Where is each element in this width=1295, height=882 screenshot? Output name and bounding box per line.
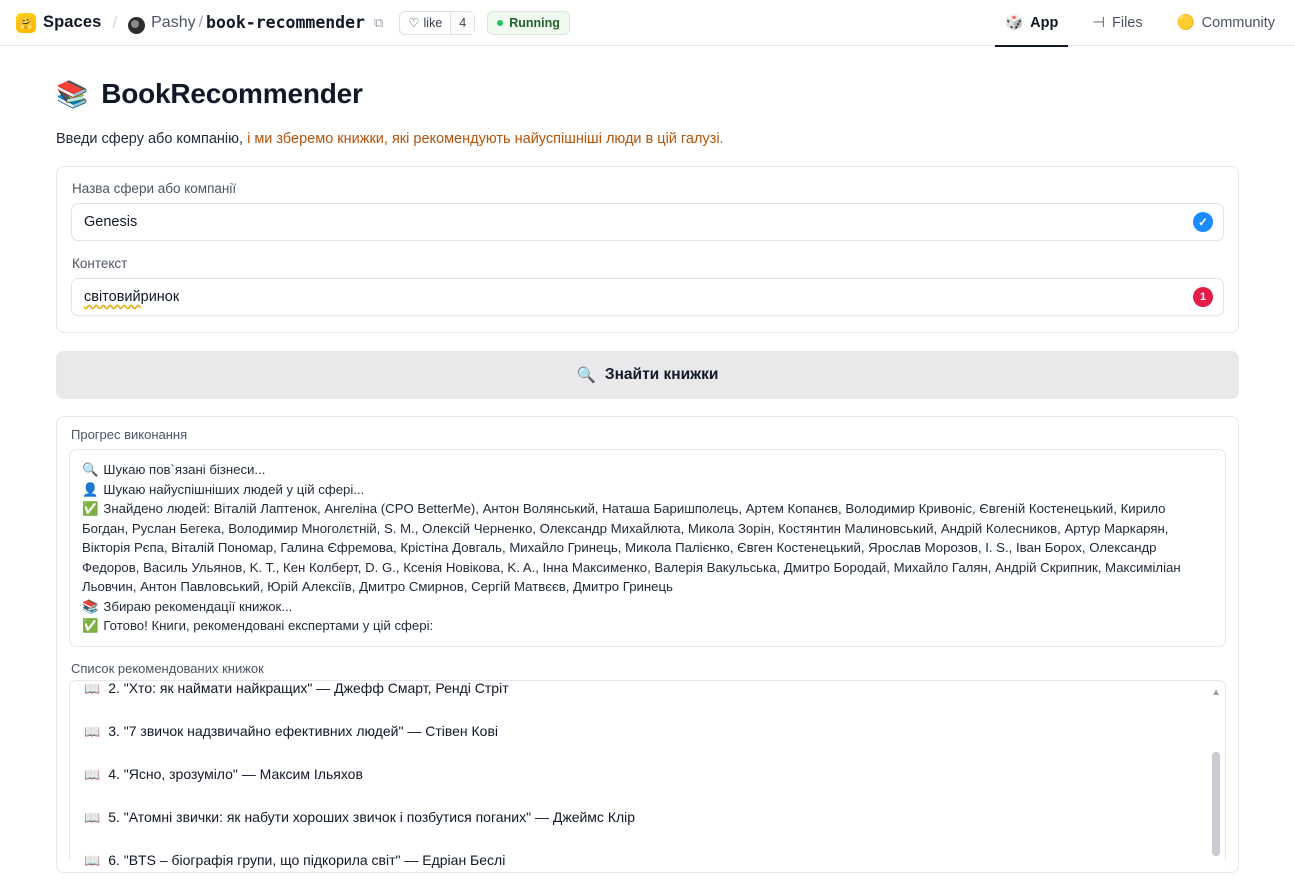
copy-icon[interactable]: ⧉ (374, 14, 384, 30)
breadcrumb-divider: / (112, 12, 118, 32)
context-input-value-misspelled: світовий (84, 289, 141, 305)
book-icon: 📖 (84, 852, 101, 868)
page-subtitle (56, 131, 1239, 147)
log-text: Готово! Книги, рекомендовані експертами у цій сфері: (103, 618, 434, 633)
log-text: Шукаю пов`язані бізнеси... (103, 462, 266, 477)
files-icon: ⊣ (1092, 14, 1105, 31)
heart-icon: ♡ (408, 16, 420, 30)
error-count-badge: 1 (1193, 287, 1213, 307)
recommended-books-list[interactable] (69, 679, 1226, 868)
domain-input-value: Genesis (84, 214, 138, 230)
scrollbar-thumb[interactable] (1212, 752, 1220, 856)
status-label: Running (509, 15, 560, 30)
page-title-text: BookRecommender (101, 78, 363, 109)
list-item-text: 2. "Хто: як наймати найкращих" — Джефф Смарт, Ренді Стріт (108, 679, 509, 696)
field-label-domain: Назва сфери або компанії (72, 181, 237, 196)
list-item (84, 710, 1211, 753)
log-text: Шукаю найуспішніших людей у цій сфері... (103, 481, 365, 497)
person-icon: 👤 (82, 481, 99, 497)
tab-files-label: Files (1111, 14, 1143, 31)
like-label-group[interactable] (400, 12, 450, 34)
community-icon: 🟡 (1176, 15, 1195, 31)
field-label-context: Контекст (72, 256, 128, 271)
huggingface-logo-icon: 🤗 (16, 13, 36, 33)
subtitle-plain: Введи сферу або компанію, (56, 131, 248, 147)
list-item-text: 5. "Атомні звички: як набути хороших звичок і позбутися поганих" — Джеймс Клір (108, 808, 636, 825)
log-line (82, 499, 1213, 597)
check-icon: ✅ (82, 501, 99, 516)
context-input-value-rest: ринок (140, 289, 180, 305)
progress-log (69, 449, 1226, 647)
tab-files[interactable] (1088, 0, 1146, 46)
tab-app[interactable] (1001, 0, 1062, 46)
domain-input[interactable] (71, 203, 1224, 241)
space-name[interactable]: book-recommender (206, 13, 365, 32)
owner-avatar (128, 17, 145, 34)
results-label: Список рекомендованих книжок (71, 660, 264, 676)
recommended-books-inner (70, 667, 1225, 882)
top-nav-tabs (1001, 0, 1279, 46)
owner-name[interactable]: Pashy (151, 13, 196, 31)
book-icon: 📖 (84, 809, 101, 825)
list-item-text: 4. "Ясно, зрозуміло" — Максим Ільяхов (108, 765, 363, 782)
log-line (82, 460, 1213, 480)
top-navigation-bar (0, 0, 1295, 46)
books-icon: 📚 (56, 78, 89, 109)
status-dot-icon (497, 20, 503, 26)
results-scrollbar[interactable] (1211, 685, 1222, 856)
log-line (82, 480, 1213, 500)
log-line (82, 597, 1213, 617)
book-icon: 📖 (84, 680, 101, 696)
progress-panel (56, 416, 1239, 873)
app-page (0, 46, 1295, 868)
log-text: Знайдено людей: Віталій Лаптенок, Ангеліна (CPO BetterMe), Антон Волянський, Наташа Баришполець, Артем Копанєв, Володимир Кривоніс, Євгеній Костенецький, Кирило Богдан, Руслан Бегека, Володимир Многолєтній, S. M., Олексій Черненко, Олександр Михайлюта, Микола Зорін, Костянтин Малиновський, Андрій Колесников, Артур Маркарян, Вікторія Рєпа, Віталій Пономар, Галина Єфремова, Крістіна Довгаль, Михайло Гринець, Микола Палієнко, Євген Костенецький, Ярослав Морозов, I. S., Іван Борох, Олександр Федоров, Василь Ульянов, K. T., Кен Колберт, D. G., Ксенія Новікова, K. A., Інна Максименко, Валерія Вакульська, Дмитро Бородай, Михайло Галян, Андрій Скрипник, Максиміліан Льовчин, Антон Павловський, Юрій Алексіїв, Дмитро Смирнов, Сергій Матвєєв, Дмитро Гринець (82, 501, 1181, 594)
search-icon: 🔍 (82, 462, 99, 477)
list-item (84, 753, 1211, 796)
book-icon: 📖 (84, 766, 101, 782)
list-item (84, 667, 1211, 710)
tab-community-label: Community (1201, 14, 1275, 31)
log-text: Збираю рекомендації книжок... (103, 598, 293, 614)
subtitle-accent: і ми зберемо книжки, які рекомендують найуспішніші люди в цій галузі. (247, 131, 724, 147)
list-item (84, 839, 1211, 882)
check-icon: ✓ (1193, 212, 1213, 232)
book-icon: 📖 (84, 723, 101, 739)
spaces-label[interactable]: Spaces (43, 13, 102, 31)
scroll-up-arrow-icon[interactable]: ▲ (1211, 686, 1221, 698)
search-icon: 🔍 (576, 366, 596, 384)
cube-icon: 🎲 (1005, 15, 1024, 31)
list-item-text: 6. "BTS – біографія групи, що підкорила світ" — Едріан Беслі (108, 851, 506, 868)
context-input[interactable] (71, 278, 1224, 316)
like-button[interactable] (399, 11, 475, 35)
tab-community[interactable] (1173, 0, 1279, 46)
progress-label: Прогрес виконання (71, 427, 188, 442)
tab-app-label: App (1030, 14, 1059, 31)
check-icon: ✅ (82, 618, 99, 633)
status-badge (487, 11, 570, 35)
input-form-card (56, 166, 1239, 333)
log-line (82, 616, 1213, 636)
page-title (56, 78, 1239, 110)
like-label: like (423, 15, 443, 30)
like-count: 4 (450, 12, 474, 34)
search-books-label: Знайти книжки (604, 366, 719, 383)
list-item-text: 3. "7 звичок надзвичайно ефективних людей" — Стівен Кові (108, 722, 499, 739)
search-books-button[interactable] (56, 351, 1239, 399)
list-item (84, 796, 1211, 839)
path-slash: / (198, 13, 204, 31)
books-icon: 📚 (82, 598, 99, 614)
